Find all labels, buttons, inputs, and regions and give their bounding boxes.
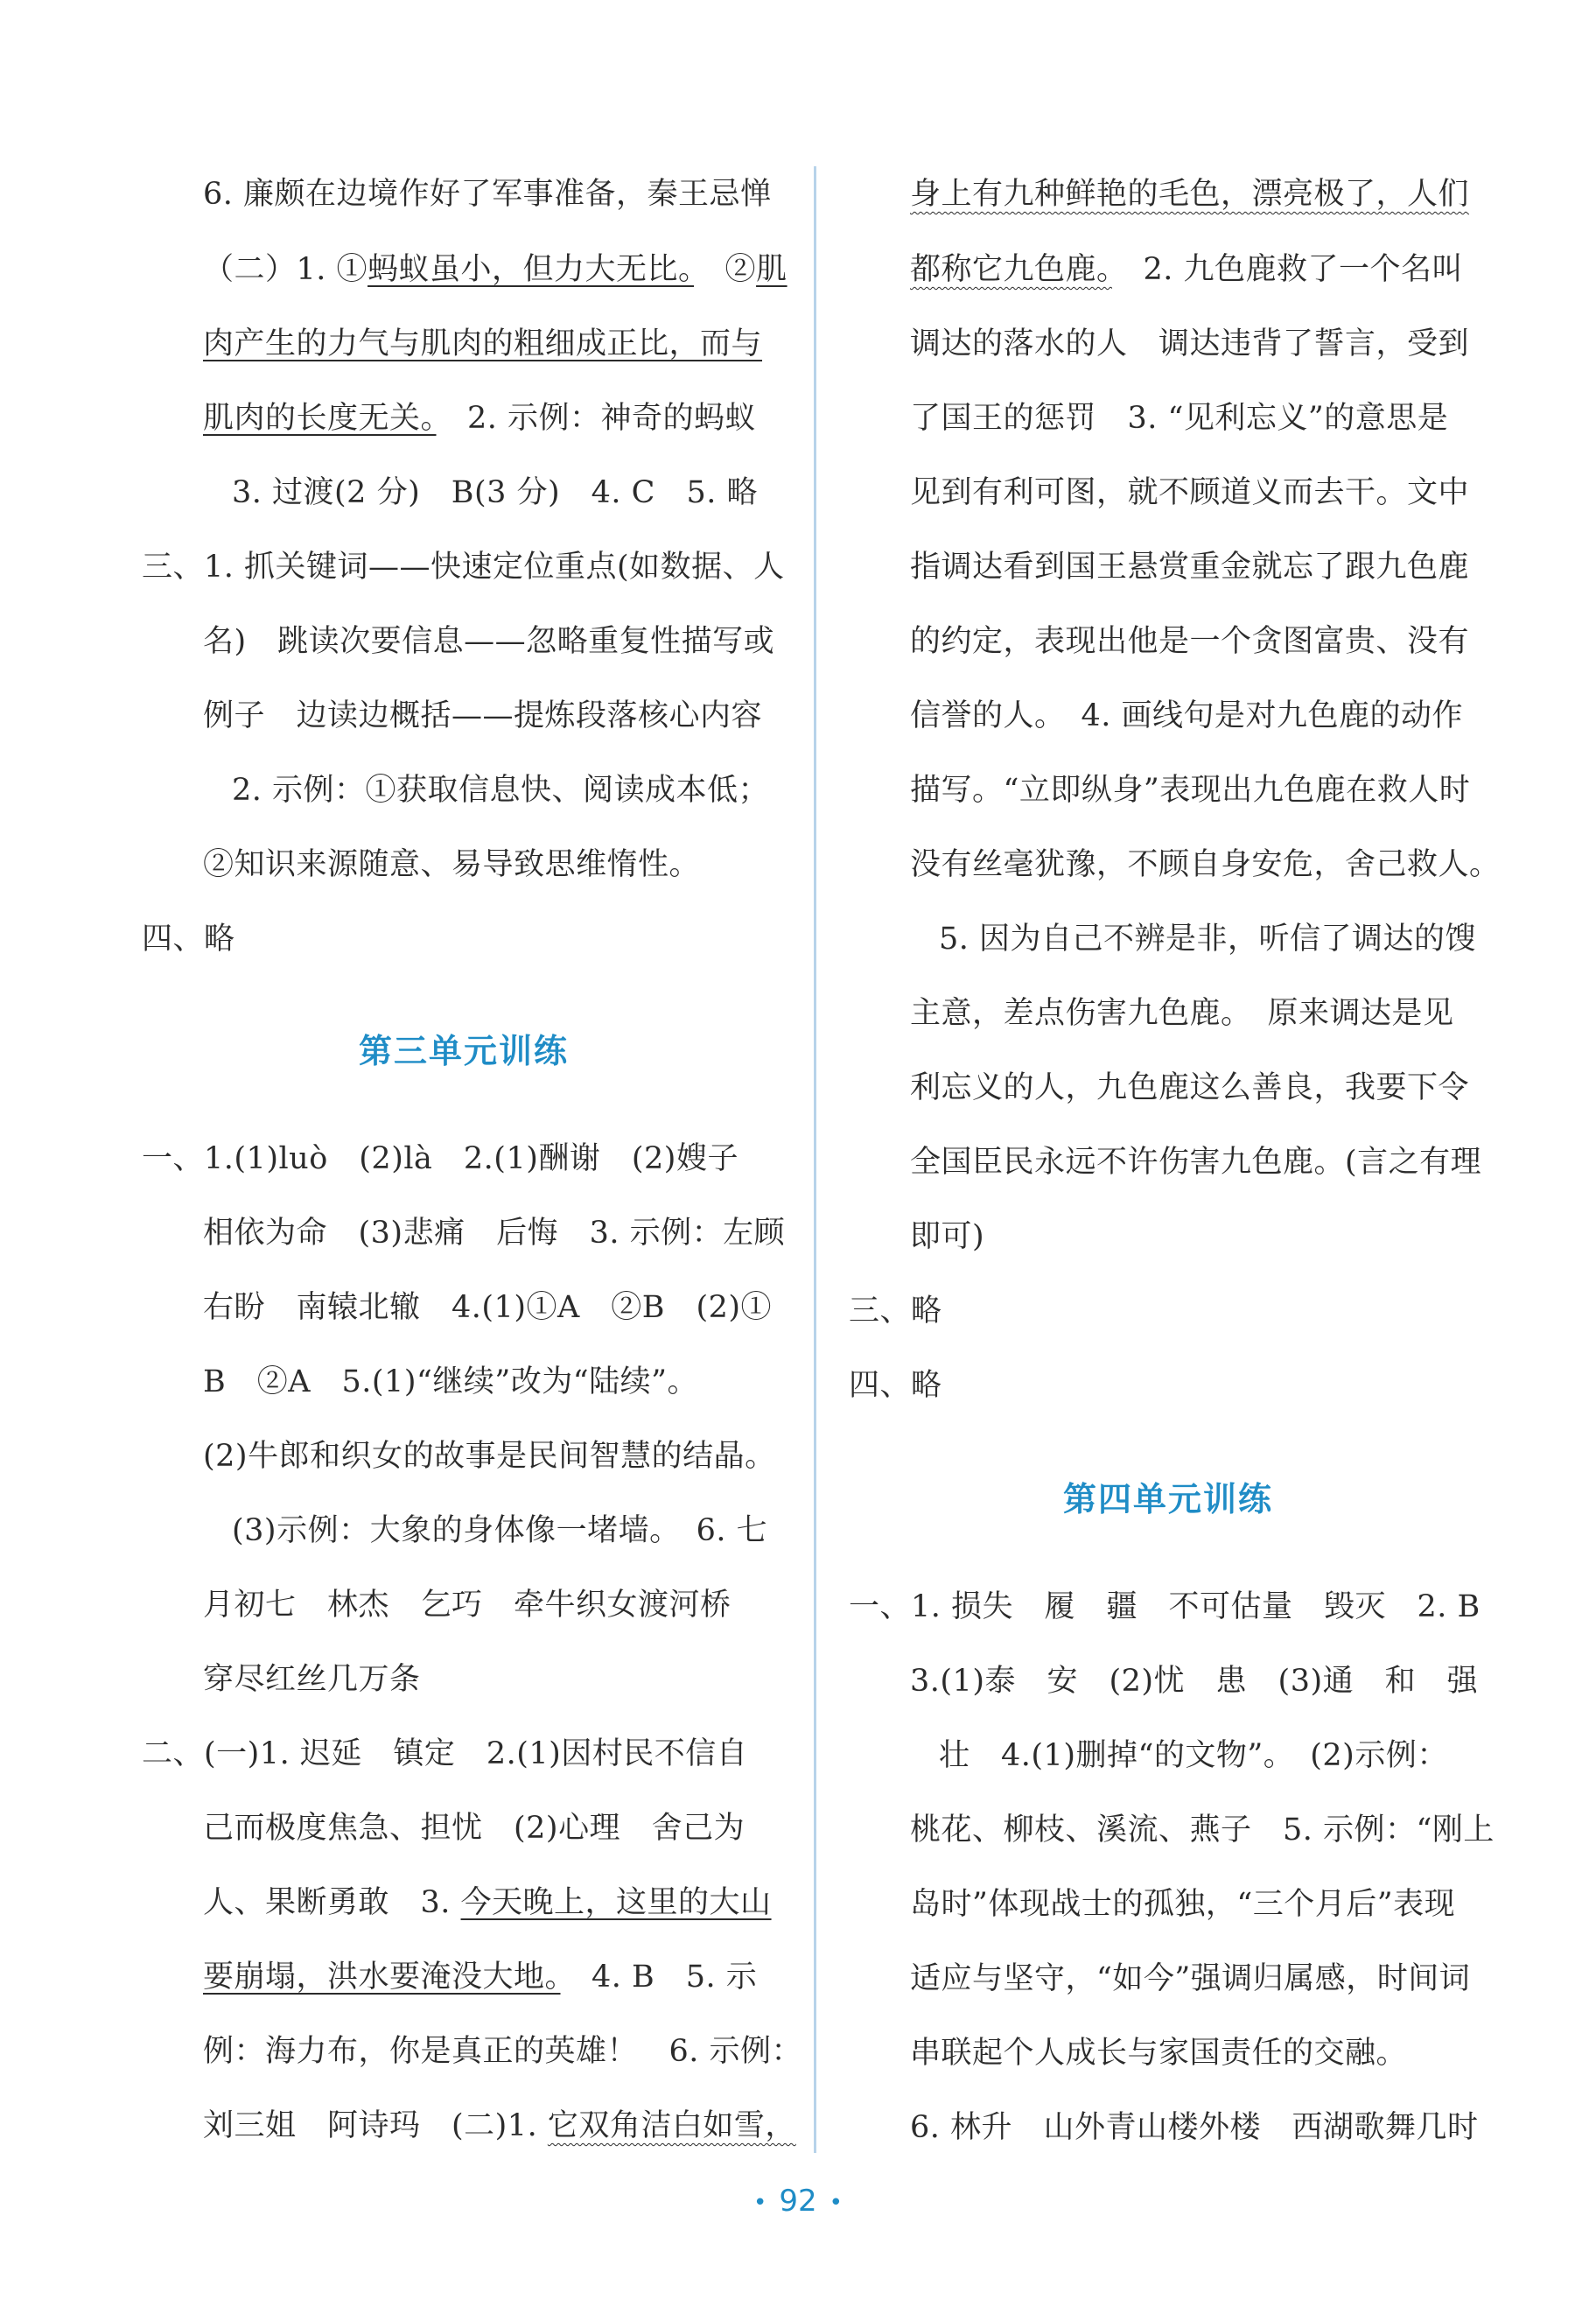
text-span: 2. 九色鹿救了一个名叫 xyxy=(1112,252,1464,287)
section-heading: 第三单元训练 xyxy=(359,1032,570,1070)
bullet-dot: • xyxy=(829,2189,843,2216)
text-line: 名) 跳读次要信息——忽略重复性描写或 xyxy=(203,624,775,659)
text-line: 描写。“立即纵身”表现出九色鹿在救人时 xyxy=(910,773,1471,808)
column-divider xyxy=(814,166,816,2153)
text-line: 岛时”体现战士的孤独，“三个月后”表现 xyxy=(910,1887,1456,1922)
text-span: 人、果断勇敢 3. xyxy=(203,1885,461,1920)
text-line: B ②A 5.(1)“继续”改为“陆续”。 xyxy=(203,1364,699,1399)
text-line: 6. 林升 山外青山楼外楼 西湖歌舞几时 xyxy=(910,2110,1479,2145)
bullet-dot: • xyxy=(753,2189,767,2216)
text-line: 穿尽红丝几万条 xyxy=(203,1662,421,1697)
text-line: 3.(1)泰 安 (2)忧 患 (3)通 和 强 xyxy=(910,1664,1479,1699)
text-line: 三、略 xyxy=(849,1294,942,1329)
text-line: 适应与坚守，“如今”强调归属感，时间词 xyxy=(910,1961,1471,1996)
text-span: 4. B 5. 示 xyxy=(560,1960,758,1995)
wavy-underlined-text-line: 身上有九种鲜艳的毛色，漂亮极了，人们 xyxy=(910,177,1470,212)
text-line: 的约定，表现出他是一个贪图富贵、没有 xyxy=(910,624,1470,659)
text-line: 例子 边读边概括——提炼段落核心内容 xyxy=(203,698,763,733)
underlined-text: 要崩塌，洪水要淹没大地。 xyxy=(203,1960,561,1995)
underlined-text: 肌 xyxy=(756,252,788,287)
wavy-underlined-text: 它双角洁白如雪， xyxy=(547,2108,796,2143)
text-line: 3. 过渡(2 分) B(3 分) 4. C 5. 略 xyxy=(232,475,758,510)
text-line: 信誉的人。 4. 画线句是对九色鹿的动作 xyxy=(910,698,1464,733)
text-line: 6. 廉颇在边境作好了军事准备，秦王忌惮 xyxy=(203,177,772,212)
text-line xyxy=(203,2105,796,2147)
underlined-text: 肌肉的长度无关。 xyxy=(203,401,437,436)
text-line xyxy=(203,397,756,439)
text-line: (2)牛郎和织女的故事是民间智慧的结晶。 xyxy=(203,1439,776,1474)
text-line: 即可) xyxy=(910,1219,985,1254)
underlined-text: 蚂蚁虽小，但力大无比。 xyxy=(368,252,695,287)
text-line: 一、1.(1)luò (2)là 2.(1)酬谢 (2)嫂子 xyxy=(142,1141,738,1176)
text-line: 二、(一)1. 迟延 镇定 2.(1)因村民不信自 xyxy=(142,1736,748,1771)
text-line: 没有丝毫犹豫，不顾自身安危，舍己救人。 xyxy=(910,847,1501,882)
text-line xyxy=(910,249,1463,291)
text-line: 5. 因为自己不辨是非，听信了调达的馊 xyxy=(939,922,1477,957)
text-line: 2. 示例：①获取信息快、阅读成本低； xyxy=(232,773,770,808)
text-line: 己而极度焦急、担忧 (2)心理 舍己为 xyxy=(203,1811,746,1846)
text-span: ② xyxy=(694,252,757,287)
text-line: 桃花、柳枝、溪流、燕子 5. 示例：“刚上 xyxy=(910,1813,1494,1848)
text-line: 主意，差点伤害九色鹿。 原来调达是见 xyxy=(910,996,1454,1031)
section-heading: 第四单元训练 xyxy=(1063,1480,1274,1518)
text-line: 一、1. 损失 履 疆 不可估量 毁灭 2. B xyxy=(849,1589,1480,1624)
text-line: 相依为命 (3)悲痛 后悔 3. 示例：左顾 xyxy=(203,1216,786,1251)
text-line: 四、略 xyxy=(142,922,235,957)
text-line: 右盼 南辕北辙 4.(1)①A ②B (2)① xyxy=(203,1290,773,1325)
text-line xyxy=(203,249,788,291)
text-line: 例：海力布，你是真正的英雄！ 6. 示例： xyxy=(203,2034,803,2069)
text-line: 利忘义的人，九色鹿这么善良，我要下令 xyxy=(910,1070,1470,1105)
text-line xyxy=(203,1956,757,1998)
page-number xyxy=(0,2184,1596,2219)
text-line: 四、略 xyxy=(849,1368,942,1403)
text-span: （二）1. ① xyxy=(203,252,368,287)
underlined-text: 今天晚上，这里的大山 xyxy=(460,1885,772,1920)
underlined-text-line: 肉产生的力气与肌肉的粗细成正比，而与 xyxy=(203,326,763,361)
text-line: 壮 4.(1)删掉“的文物”。 (2)示例： xyxy=(939,1738,1448,1773)
text-line: 见到有利可图，就不顾道义而去干。文中 xyxy=(910,475,1470,510)
text-line: 调达的落水的人 调达违背了誓言，受到 xyxy=(910,326,1470,361)
text-line: 指调达看到国王悬赏重金就忘了跟九色鹿 xyxy=(910,550,1470,585)
text-line: 串联起个人成长与家国责任的交融。 xyxy=(910,2036,1408,2071)
text-line xyxy=(203,1882,772,1924)
wavy-underlined-text: 都称它九色鹿。 xyxy=(910,252,1113,287)
text-line: 月初七 林杰 乞巧 牵牛织女渡河桥 xyxy=(203,1588,732,1623)
text-span: 刘三姐 阿诗玛 (二)1. xyxy=(203,2108,548,2143)
page-number-text: 92 xyxy=(779,2184,817,2219)
text-line: (3)示例：大象的身体像一堵墙。 6. 七 xyxy=(232,1513,768,1548)
text-line: 三、1. 抓关键词——快速定位重点(如数据、人 xyxy=(142,550,785,585)
text-line: 全国臣民永远不许伤害九色鹿。(言之有理 xyxy=(910,1145,1482,1180)
text-line: ②知识来源随意、易导致思维惰性。 xyxy=(203,847,701,882)
text-span: 2. 示例：神奇的蚂蚁 xyxy=(436,401,757,436)
text-line: 了国王的惩罚 3. “见利忘义”的意思是 xyxy=(910,401,1449,436)
